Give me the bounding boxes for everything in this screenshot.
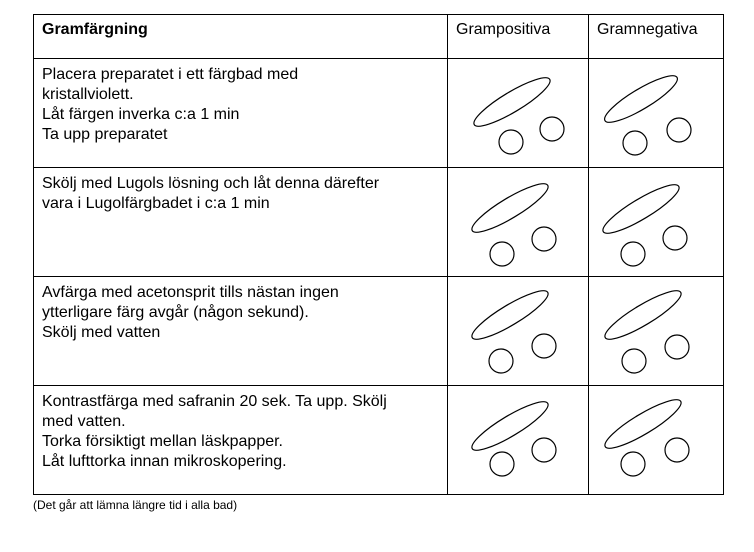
bacteria-shapes-icon [448,59,588,167]
step-line: Placera preparatet i ett färgbad med [42,66,299,83]
header-cell-gramnegative [589,15,724,59]
grampositive-cell [448,59,589,168]
step-1-text [34,59,447,145]
step-3-text [34,277,447,343]
bacteria-shapes-icon [448,168,588,276]
gramnegative-cell [589,277,724,386]
table-row [34,59,724,168]
bacteria-shapes-icon [589,168,723,276]
step-line: Ta upp preparatet [42,126,168,143]
step-line: kristallviolett. [42,86,134,103]
step-4-text [34,386,447,472]
gramnegative-cell [589,168,724,277]
step-line: Avfärga med acetonsprit tills nästan ingen [42,284,339,301]
gramnegative-header: Gramnegativa [597,21,698,38]
step-cell [34,59,448,168]
table-row [34,277,724,386]
grampositive-cell [448,277,589,386]
table-header-row [34,15,724,59]
bacteria-shapes-icon [589,386,723,494]
gram-staining-table [33,14,724,495]
gramnegative-cell [589,386,724,495]
table-row [34,168,724,277]
step-line: vara i Lugolfärgbadet i c:a 1 min [42,195,270,212]
grampositive-header: Grampositiva [456,21,551,38]
bacteria-shapes-icon [448,277,588,385]
step-line: med vatten. [42,413,126,430]
footnote: (Det går att lämna längre tid i alla bad) [33,498,238,512]
step-line: Torka försiktigt mellan läskpapper. [42,433,283,450]
bacteria-shapes-icon [448,386,588,494]
grampositive-cell [448,168,589,277]
step-line: Skölj med vatten [42,324,161,341]
step-line: Kontrastfärga med safranin 20 sek. Ta upp. Skölj [42,393,387,410]
gramnegative-cell [589,59,724,168]
bacteria-shapes-icon [589,59,723,167]
step-cell [34,168,448,277]
table-row [34,386,724,495]
header-cell-title [34,15,448,59]
step-line: Låt lufttorka innan mikroskopering. [42,453,287,470]
step-line: Låt färgen inverka c:a 1 min [42,106,240,123]
table-title: Gramfärgning [42,21,148,38]
step-line: Skölj med Lugols lösning och låt denna därefter [42,175,380,192]
step-cell [34,277,448,386]
bacteria-shapes-icon [589,277,723,385]
step-line: ytterligare färg avgår (någon sekund). [42,304,309,321]
header-cell-grampositive [448,15,589,59]
grampositive-cell [448,386,589,495]
step-cell [34,386,448,495]
step-2-text [34,168,447,214]
